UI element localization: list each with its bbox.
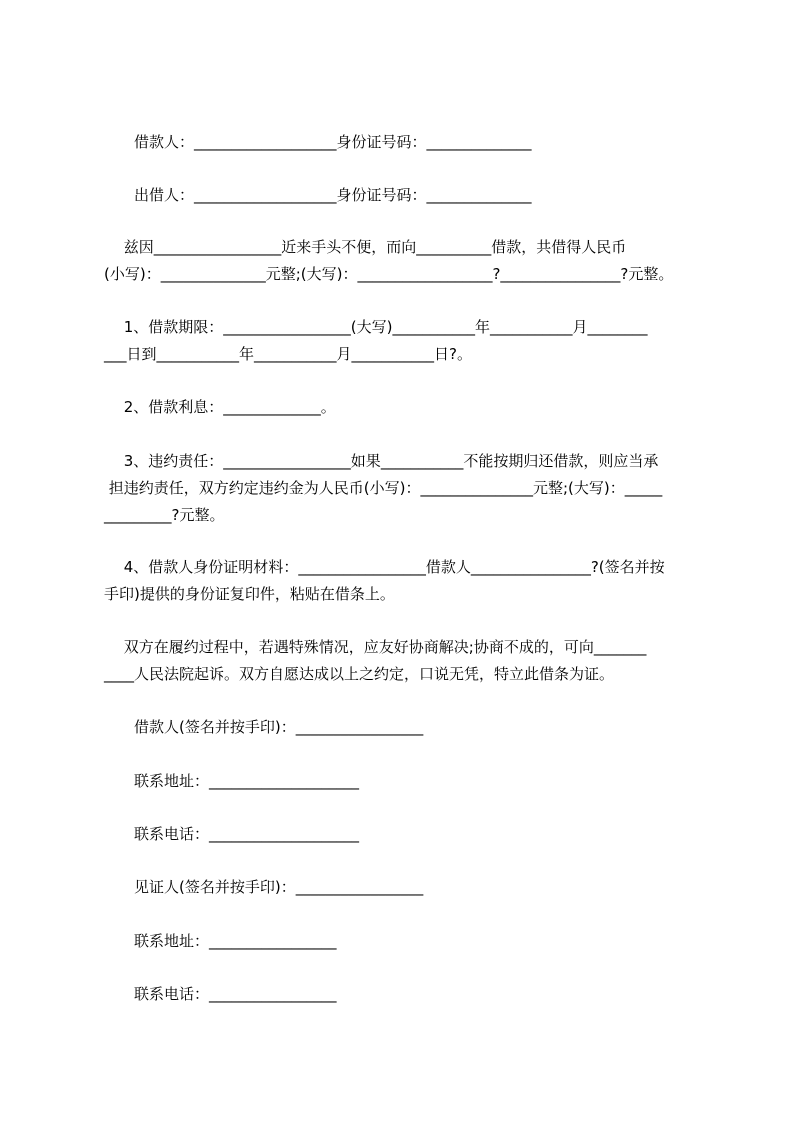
liability-line-2: 担违约责任，双方约定违约金为人民币(小写)：_______________元整;(大写)：_____	[104, 479, 663, 497]
id-material-line-1: 4、借款人身份证明材料：_________________借款人________________?(签名并按	[104, 558, 665, 576]
liability-line-1: 3、违约责任：_________________如果___________不能按期归还借款，则应当承	[104, 452, 659, 470]
borrower-signature-line: 借款人(签名并按手印)：_________________	[104, 718, 424, 736]
dispute-line-2: ____人民法院起诉。双方自愿达成以上之约定，口说无凭，特立此借条为证。	[104, 665, 615, 683]
reason-line-1: 兹因_________________近来手头不便，而向__________借款，共借得人民币	[104, 238, 627, 256]
liability-line-3: _________?元整。	[104, 506, 225, 524]
witness-phone-line: 联系电话：_________________	[104, 985, 337, 1003]
witness-signature-line: 见证人(签名并按手印)：_________________	[104, 878, 424, 896]
term-line-2: ___日到___________年___________月___________日?。	[104, 345, 472, 363]
dispute-line-1: 双方在履约过程中，若遇特殊情况，应友好协商解决;协商不成的，可向_______	[104, 638, 647, 656]
term-line-1: 1、借款期限：_________________(大写)___________年___________月________	[104, 318, 648, 336]
witness-address-line: 联系地址：_________________	[104, 932, 337, 950]
reason-line-2: (小写)：______________元整;(大写)：__________________?________________?元整。	[104, 265, 674, 283]
lender-line: 出借人：___________________身份证号码：______________	[104, 186, 532, 204]
borrower-address-line: 联系地址：____________________	[104, 772, 360, 790]
interest-line: 2、借款利息：_____________。	[104, 398, 336, 416]
id-material-line-2: 手印)提供的身份证复印件，粘贴在借条上。	[104, 585, 395, 603]
borrower-line: 借款人：___________________身份证号码：______________	[104, 133, 532, 151]
borrower-phone-line: 联系电话：____________________	[104, 825, 360, 843]
